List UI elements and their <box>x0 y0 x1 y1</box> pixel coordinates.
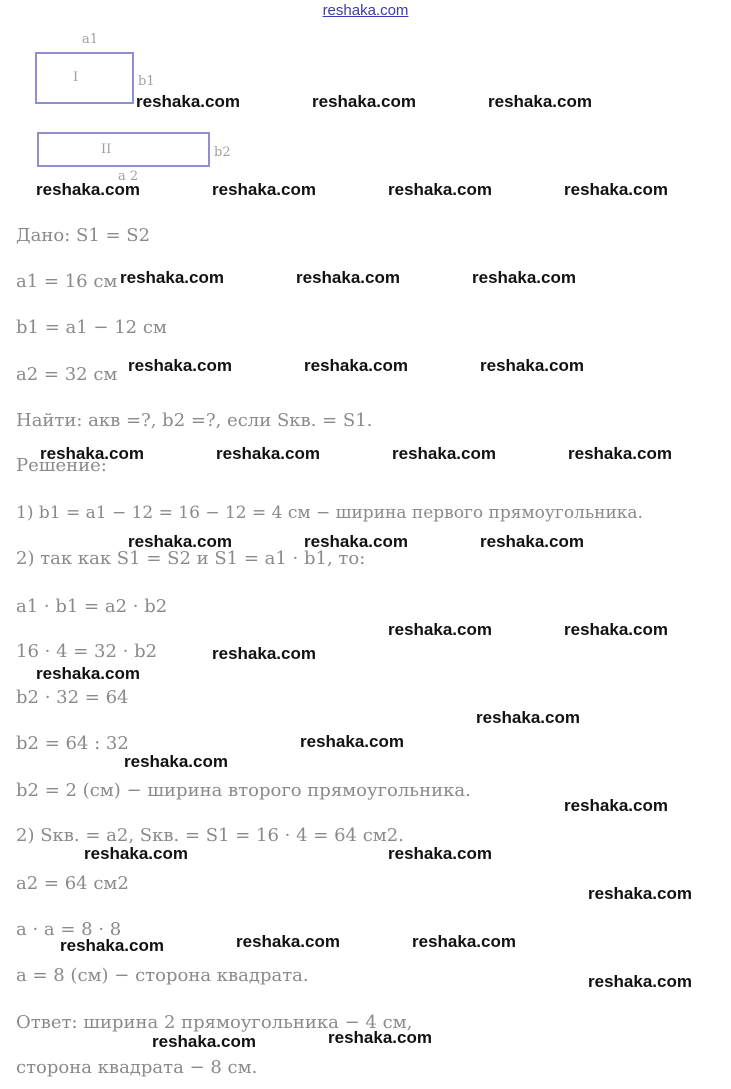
watermark: reshaka.com <box>136 92 240 111</box>
watermark: reshaka.com <box>388 844 492 863</box>
watermark: reshaka.com <box>588 972 692 991</box>
watermark: reshaka.com <box>300 732 404 751</box>
watermark: reshaka.com <box>84 844 188 863</box>
rect2-side-label: b2 <box>214 145 231 160</box>
given-b1: b1 = a1 − 12 см <box>16 317 167 338</box>
watermark: reshaka.com <box>36 180 140 199</box>
watermark: reshaka.com <box>152 1032 256 1051</box>
watermark: reshaka.com <box>60 936 164 955</box>
watermark: reshaka.com <box>480 356 584 375</box>
watermark: reshaka.com <box>472 268 576 287</box>
watermark: reshaka.com <box>296 268 400 287</box>
given-a1: a1 = 16 см <box>16 271 118 292</box>
watermark: reshaka.com <box>392 444 496 463</box>
equation-5: b2 = 2 (см) − ширина второго прямоугольника. <box>16 780 471 801</box>
square-eq-1: a2 = 64 см2 <box>16 873 129 894</box>
watermark: reshaka.com <box>564 796 668 815</box>
step-2: 2) так как S1 = S2 и S1 = a1 · b1, то: <box>16 548 366 569</box>
square-area-line: 2) Sкв. = a2, Sкв. = S1 = 16 · 4 = 64 см2. <box>16 825 404 846</box>
watermark: reshaka.com <box>216 444 320 463</box>
answer-line-2: сторона квадрата − 8 см. <box>16 1057 258 1078</box>
rect1-top-label: a1 <box>82 32 99 47</box>
watermark: reshaka.com <box>328 1028 432 1047</box>
rectangle-one <box>35 52 134 104</box>
watermark: reshaka.com <box>124 752 228 771</box>
watermark: reshaka.com <box>304 532 408 551</box>
watermark: reshaka.com <box>40 444 144 463</box>
watermark: reshaka.com <box>388 620 492 639</box>
equation-4: b2 = 64 : 32 <box>16 733 129 754</box>
square-eq-3: a = 8 (см) − сторона квадрата. <box>16 965 309 986</box>
watermark: reshaka.com <box>564 180 668 199</box>
answer-line-1: Ответ: ширина 2 прямоугольника − 4 см, <box>16 1012 413 1033</box>
equation-2: 16 · 4 = 32 · b2 <box>16 641 158 662</box>
watermark: reshaka.com <box>564 620 668 639</box>
watermark: reshaka.com <box>488 92 592 111</box>
solution-heading: Решение: <box>16 455 107 476</box>
watermark: reshaka.com <box>128 532 232 551</box>
watermark: reshaka.com <box>388 180 492 199</box>
watermark: reshaka.com <box>476 708 580 727</box>
watermark: reshaka.com <box>568 444 672 463</box>
equation-3: b2 · 32 = 64 <box>16 687 129 708</box>
watermark: reshaka.com <box>36 664 140 683</box>
step-1: 1) b1 = a1 − 12 = 16 − 12 = 4 см − ширина первого прямоугольника. <box>16 503 643 523</box>
find-line: Найти: aкв =?, b2 =?, если Sкв. = S1. <box>16 410 373 431</box>
rect2-label: II <box>101 142 112 157</box>
watermark: reshaka.com <box>236 932 340 951</box>
watermark: reshaka.com <box>212 644 316 663</box>
site-header-link[interactable]: reshaka.com <box>322 2 409 19</box>
watermark: reshaka.com <box>480 532 584 551</box>
watermark: reshaka.com <box>304 356 408 375</box>
watermark: reshaka.com <box>588 884 692 903</box>
rect1-side-label: b1 <box>138 74 155 89</box>
watermark: reshaka.com <box>120 268 224 287</box>
rectangle-two <box>37 132 210 167</box>
watermark: reshaka.com <box>412 932 516 951</box>
rect2-bottom-label: a 2 <box>118 169 139 184</box>
square-eq-2: a · a = 8 · 8 <box>16 919 122 940</box>
watermark: reshaka.com <box>312 92 416 111</box>
watermark: reshaka.com <box>128 356 232 375</box>
given-line: Дано: S1 = S2 <box>16 225 151 246</box>
rect1-label: I <box>73 70 79 85</box>
given-a2: a2 = 32 см <box>16 364 118 385</box>
equation-1: a1 · b1 = a2 · b2 <box>16 596 168 617</box>
watermark: reshaka.com <box>212 180 316 199</box>
